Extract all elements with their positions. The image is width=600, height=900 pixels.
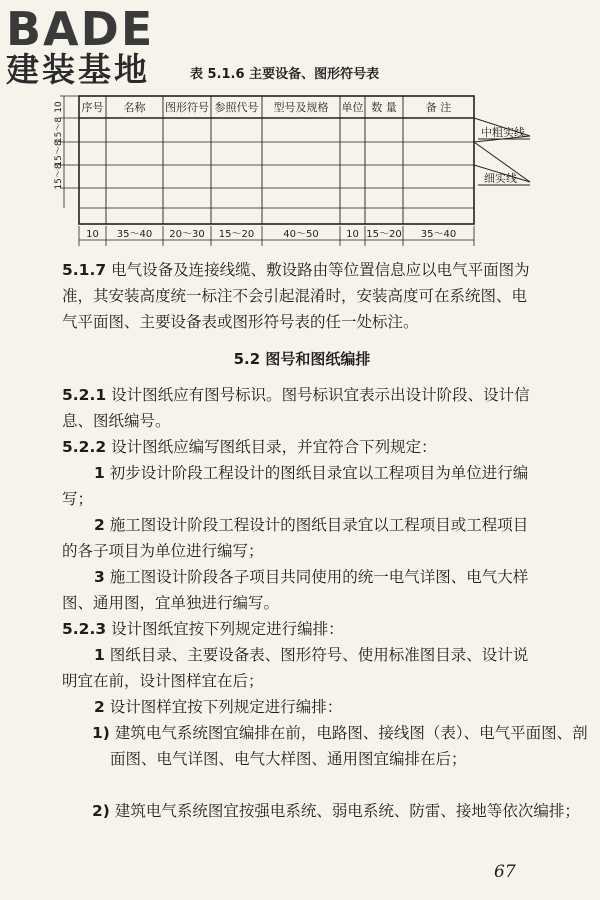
subitem-text: 建筑电气系统图宜编排在前，电路图、接线图（表）、电气平面图、剖面图、电气详图、电气大样图、通用图宜编排在后； <box>110 724 588 768</box>
item-text: 设计图样宜按下列规定进行编排： <box>109 698 343 716</box>
item-number: 2 <box>94 516 105 534</box>
table-frame <box>79 96 474 224</box>
dim-label: 10 <box>54 101 64 113</box>
clause-number: 5.1.7 <box>62 261 107 279</box>
clause-5-2-3-item-2 <box>62 694 542 720</box>
header-cell: 参照代号 <box>214 101 259 114</box>
clause-text: 设计图纸应有图号标识。图号标识宜表示出设计阶段、设计信息、图纸编号。 <box>62 386 530 430</box>
dim-label: 40～50 <box>283 229 319 240</box>
header-cell: 图形符号 <box>165 101 209 114</box>
dim-label: 10 <box>86 229 99 240</box>
clause-text: 设计图纸应编写图纸目录，并宜符合下列规定： <box>111 438 437 456</box>
dim-label: 20～30 <box>169 229 205 240</box>
clause-5-2-2-item-3 <box>62 564 542 616</box>
table-title: 表 5.1.6 主要设备、图形符号表 <box>190 67 380 82</box>
legend-thick-label: 中粗实线 <box>481 126 525 139</box>
equipment-symbol-table <box>0 80 600 255</box>
header-cell: 名称 <box>123 101 146 114</box>
subitem-number: 1) <box>92 724 110 742</box>
subitem-number: 2) <box>92 802 110 820</box>
item-text: 图纸目录、主要设备表、图形符号、使用标准图目录、设计说明宜在前，设计图样宜在后； <box>62 646 529 690</box>
item-text: 初步设计阶段工程设计的图纸目录宜以工程项目为单位进行编写； <box>62 464 529 508</box>
dim-label: 10 <box>346 229 359 240</box>
logo-subtitle: 建装基地 <box>6 50 150 89</box>
clause-5-2-3-subitem-1 <box>62 720 590 772</box>
header-cell: 单位 <box>341 101 364 114</box>
clause-5-2-2 <box>62 434 542 460</box>
header-cell: 备 注 <box>425 101 452 114</box>
header-cell: 型号及规格 <box>273 101 329 114</box>
item-number: 1 <box>94 646 105 664</box>
dim-label: 35～40 <box>116 229 153 240</box>
header-cell: 数 量 <box>371 101 397 114</box>
subitem-text: 建筑电气系统图宜按强电系统、弱电系统、防雷、接地等依次编排； <box>114 802 580 820</box>
dim-label: 15～20 <box>366 229 402 240</box>
clause-number: 5.2.3 <box>62 620 107 638</box>
header-cell: 序号 <box>81 101 104 114</box>
clause-number: 5.2.2 <box>62 438 107 456</box>
legend-thin-label: 细实线 <box>484 172 517 185</box>
clause-number: 5.2.1 <box>62 386 107 404</box>
clause-text: 设计图纸宜按下列规定进行编排： <box>111 620 344 638</box>
item-number: 2 <box>94 698 105 716</box>
clause-5-2-3-item-1 <box>62 642 542 694</box>
clause-5-2-2-item-2 <box>62 512 542 564</box>
logo-wordmark: BADE <box>6 2 155 56</box>
dim-label: 15～8 <box>54 140 64 167</box>
item-number: 1 <box>94 464 105 482</box>
item-number: 3 <box>94 568 105 586</box>
clause-5-2-3 <box>62 616 542 642</box>
item-text: 施工图设计阶段各子项目共同使用的统一电气详图、电气大样图、通用图，宜单独进行编写。 <box>62 568 529 612</box>
logo <box>6 2 181 89</box>
section-heading-5-2: 5.2 图号和图纸编排 <box>233 350 371 368</box>
dim-label: 35～40 <box>420 229 457 240</box>
clause-5-1-7 <box>62 257 542 335</box>
dim-label: 15～20 <box>218 229 255 240</box>
clause-5-2-1 <box>62 382 542 434</box>
clause-5-2-3-subitem-2 <box>62 798 590 824</box>
clause-text: 电气设备及连接线缆、敷设路由等位置信息应以电气平面图为准，其安装高度统一标注不会引起混淆时，安装高度可在系统图、电气平面图、主要设备表或图形符号表的任一处标注。 <box>62 261 530 331</box>
item-text: 施工图设计阶段工程设计的图纸目录宜以工程项目或工程项目的各子项目为单位进行编写； <box>62 516 529 560</box>
dim-label: 15～8 <box>54 163 64 190</box>
dim-label: 15～8 <box>54 116 64 144</box>
clause-5-2-2-item-1 <box>62 460 542 512</box>
page-number: 67 <box>494 862 516 882</box>
